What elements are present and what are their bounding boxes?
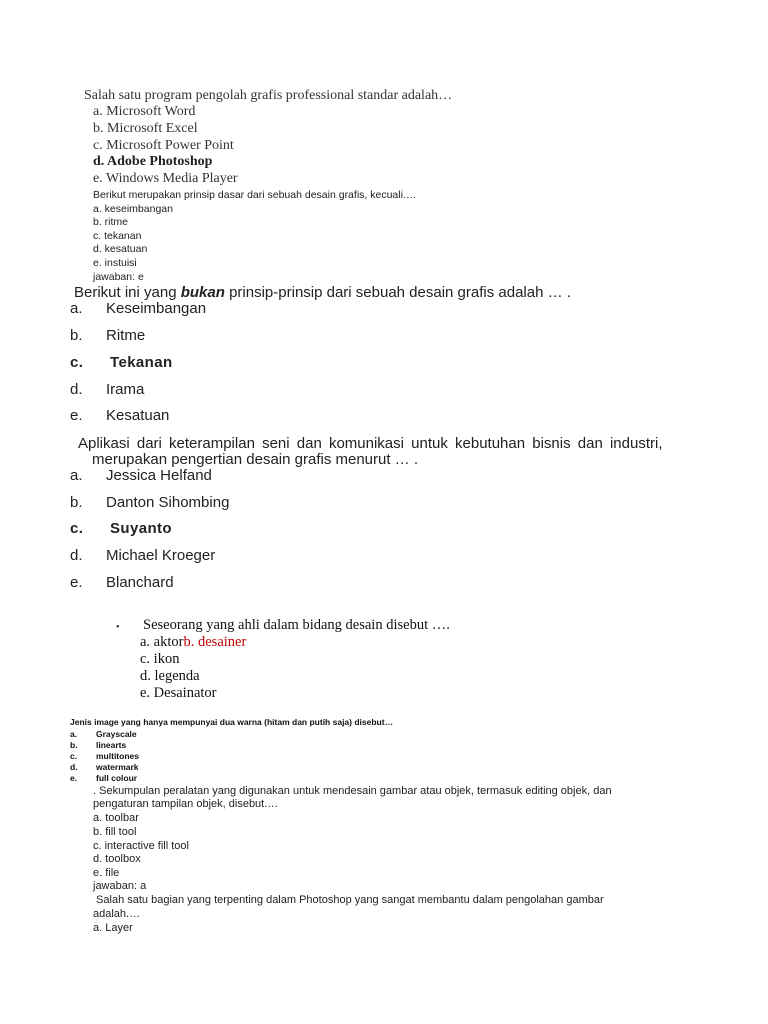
option-letter: b. — [70, 740, 78, 750]
q1-option-b: b. Microsoft Excel — [93, 121, 198, 136]
q3-text-pre: Berikut ini yang — [74, 284, 181, 301]
q5-option-b: b. desainer — [183, 634, 247, 650]
option-text: Kesatuan — [106, 407, 170, 424]
option-text: Grayscale — [96, 729, 137, 739]
q7-option-a: a. toolbar — [93, 812, 139, 824]
option-text: Irama — [106, 381, 145, 398]
q3-text-post: prinsip-prinsip dari sebuah desain grafis adalah … . — [224, 284, 571, 301]
option-text: Tekanan — [110, 354, 173, 371]
option-letter: d. — [70, 381, 83, 398]
option-text: watermark — [96, 762, 139, 772]
option-letter: e. — [70, 773, 78, 783]
q2-option-a: a. keseimbangan — [93, 203, 173, 215]
q5-option-d: d. legenda — [140, 668, 200, 684]
question-4-line2: merupakan pengertian desain grafis menurut … . — [92, 451, 419, 468]
q8-option-a: a. Layer — [93, 922, 133, 934]
option-text: Jessica Helfand — [106, 467, 212, 484]
option-letter: b. — [70, 494, 83, 511]
q6-option-d — [70, 762, 139, 772]
option-letter: d. — [70, 762, 78, 772]
question-6: Jenis image yang hanya mempunyai dua warna (hitam dan putih saja) disebut… — [70, 717, 394, 727]
q1-option-a: a. Microsoft Word — [93, 104, 196, 119]
q7-option-e: e. file — [93, 867, 120, 879]
q1-option-d: d. Adobe Photoshop — [93, 154, 213, 169]
question-5: Seseorang yang ahli dalam bidang desain disebut …. — [143, 617, 450, 633]
option-text: linearts — [96, 740, 127, 750]
q3-option-e — [70, 407, 169, 424]
q7-option-d: d. toolbox — [93, 853, 141, 865]
q1-option-e: e. Windows Media Player — [93, 171, 238, 186]
option-text: multitones — [96, 751, 139, 761]
q5-option-ab — [140, 634, 246, 651]
q4-option-a — [70, 467, 212, 484]
q3-text-emphasis: bukan — [180, 284, 225, 301]
option-text: Suyanto — [110, 520, 172, 537]
option-letter: a. — [70, 300, 83, 317]
q5-option-c: c. ikon — [140, 651, 180, 667]
option-letter: e. — [70, 407, 83, 424]
question-7-line2: pengaturan tampilan objek, disebut.… — [93, 798, 279, 810]
question-2: Berikut merupakan prinsip dasar dari sebuah desain grafis, kecuali.… — [93, 189, 417, 201]
q2-option-d: d. kesatuan — [93, 243, 148, 255]
question-8-line2: adalah.… — [93, 908, 141, 920]
option-letter: d. — [70, 547, 83, 564]
option-text: full colour — [96, 773, 138, 783]
question-7-line1: . Sekumpulan peralatan yang digunakan untuk mendesain gambar atau objek, termasuk editing objek, dan — [93, 785, 612, 797]
q2-answer: jawaban: e — [93, 271, 144, 283]
q5-option-a: a. aktor — [140, 634, 184, 650]
bullet-icon: • — [116, 622, 120, 633]
q3-option-a — [70, 300, 206, 317]
option-text: Ritme — [106, 327, 146, 344]
option-text: Danton Sihombing — [106, 494, 230, 511]
q7-option-c: c. interactive fill tool — [93, 840, 189, 852]
option-letter: a. — [70, 729, 78, 739]
q4-option-e — [70, 574, 174, 591]
option-text: Michael Kroeger — [106, 547, 216, 564]
q3-option-c — [70, 354, 173, 371]
option-letter: c. — [70, 520, 84, 537]
question-3 — [74, 284, 571, 301]
q6-option-e — [70, 773, 137, 783]
q2-option-b: b. ritme — [93, 216, 129, 228]
option-letter: a. — [70, 467, 83, 484]
question-4-line1: Aplikasi dari keterampilan seni dan komunikasi untuk kebutuhan bisnis dan industri, — [78, 435, 663, 452]
option-text: Blanchard — [106, 574, 174, 591]
option-letter: c. — [70, 354, 84, 371]
q3-option-d — [70, 381, 144, 398]
q2-option-c: c. tekanan — [93, 230, 142, 242]
q2-option-e: e. instuisi — [93, 257, 137, 269]
q5-option-e: e. Desainator — [140, 685, 217, 701]
option-letter: b. — [70, 327, 83, 344]
option-letter: c. — [70, 751, 78, 761]
q4-option-c — [70, 520, 172, 537]
question-8-line1: Salah satu bagian yang terpenting dalam Photoshop yang sangat membantu dalam pengolahan gambar — [93, 894, 604, 906]
q7-answer: jawaban: a — [93, 880, 147, 892]
q6-option-c — [70, 751, 139, 761]
q6-option-a — [70, 729, 137, 739]
q1-option-c: c. Microsoft Power Point — [93, 138, 234, 153]
q7-option-b: b. fill tool — [93, 826, 137, 838]
q3-option-b — [70, 327, 145, 344]
option-text: Keseimbangan — [106, 300, 207, 317]
option-letter: e. — [70, 574, 83, 591]
q4-option-b — [70, 494, 229, 511]
q4-option-d — [70, 547, 215, 564]
q6-option-b — [70, 740, 126, 750]
question-1: Salah satu program pengolah grafis professional standar adalah… — [84, 88, 453, 103]
